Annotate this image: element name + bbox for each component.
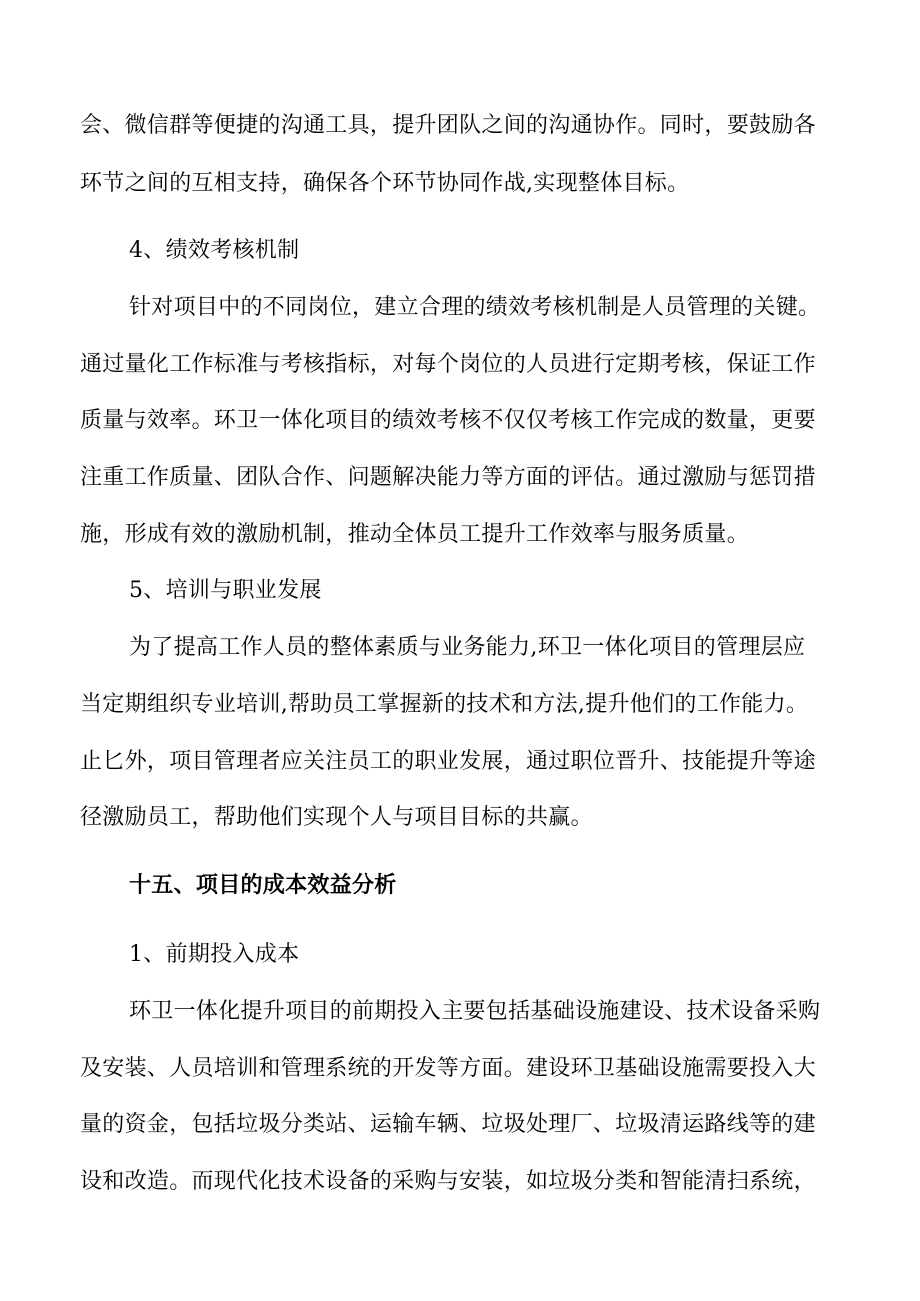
paragraph-line: 注重工作质量、团队合作、问题解决能力等方面的评估。通过激励与惩罚措	[80, 465, 816, 490]
paragraph-line: 量的资金，包括垃圾分类站、运输车辆、垃圾处理厂、垃圾清运路线等的建	[80, 1112, 816, 1137]
section-heading-performance: 4、绩效考核机制	[129, 238, 300, 263]
paragraph-line: 环卫一体化提升项目的前期投入主要包括基础设施建设、技术设备采购	[129, 999, 821, 1024]
paragraph-line: 针对项目中的不同岗位，建立合理的绩效考核机制是人员管理的关键。	[129, 295, 821, 320]
section-heading-training: 5、培训与职业发展	[129, 578, 322, 603]
paragraph-line: 设和改造。而现代化技术设备的采购与安装，如垃圾分类和智能清扫系统，	[80, 1169, 816, 1194]
paragraph-line: 环节之间的互相支持，确保各个环节协同作战,实现整体目标。	[80, 171, 690, 196]
paragraph-line: 及安装、人员培训和管理系统的开发等方面。建设环卫基础设施需要投入大	[80, 1056, 816, 1081]
section-heading-initial-cost: 1、前期投入成本	[129, 942, 300, 967]
paragraph-line: 会、微信群等便捷的沟通工具，提升团队之间的沟通协作。同时，要鼓励各	[80, 113, 816, 138]
paragraph-line: 通过量化工作标准与考核指标，对每个岗位的人员进行定期考核，保证工作	[80, 352, 816, 377]
paragraph-line: 当定期组织专业培训,帮助员工掌握新的技术和方法,提升他们的工作能力。	[80, 692, 809, 717]
paragraph-line: 质量与效率。环卫一体化项目的绩效考核不仅仅考核工作完成的数量，更要	[80, 408, 816, 433]
paragraph-line: 止匕外，项目管理者应关注员工的职业发展，通过职位晋升、技能提升等途	[80, 749, 816, 774]
chapter-heading-cost-benefit: 十五、项目的成本效益分析	[129, 872, 397, 898]
paragraph-line: 施，形成有效的激励机制，推动全体员工提升工作效率与服务质量。	[80, 522, 750, 547]
paragraph-line: 径激励员工，帮助他们实现个人与项目目标的共赢。	[80, 805, 593, 830]
paragraph-line: 为了提高工作人员的整体素质与业务能力,环卫一体化项目的管理层应	[129, 635, 806, 660]
